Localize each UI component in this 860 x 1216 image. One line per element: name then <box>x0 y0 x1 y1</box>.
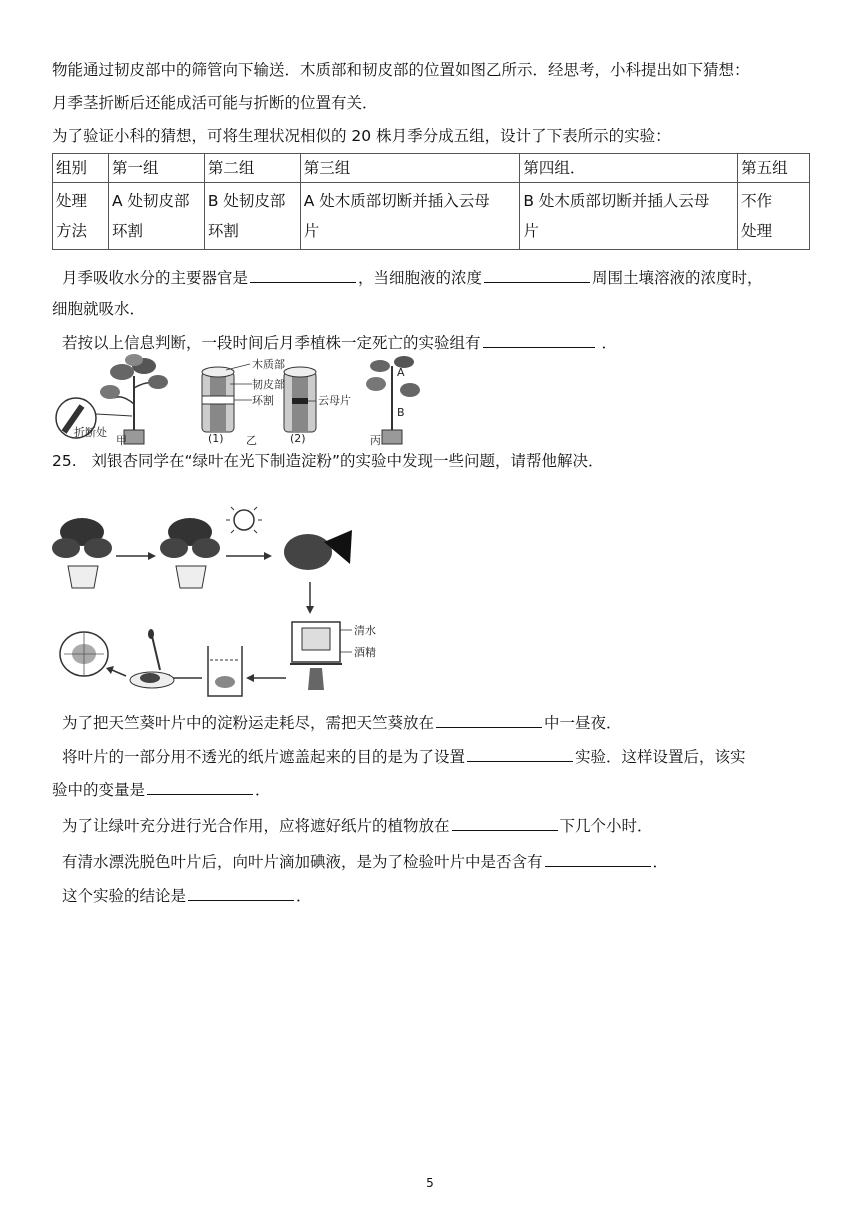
leaf-cover-illustration <box>284 530 352 570</box>
beaker-illustration <box>208 646 242 696</box>
question-25-line-6: 这个实验的结论是 ． <box>62 884 312 907</box>
plant-bing-illustration <box>366 356 420 444</box>
label-alcohol: 酒精 <box>354 646 376 659</box>
answer-blank[interactable] <box>436 711 542 728</box>
iodine-dish-illustration <box>130 629 174 688</box>
question-25-line-5: 有清水漂洗脱色叶片后，向叶片滴加碘液，是为了检验叶片中是否含有 ． <box>62 850 668 873</box>
stem-section-1-illustration <box>202 367 234 432</box>
answer-blank[interactable] <box>467 745 573 762</box>
caption-jia: 甲 <box>116 434 127 446</box>
question-25-line-2: 将叶片的一部分用不透光的纸片遮盖起来的目的是为了设置 实验．这样设置后，该实 <box>62 745 746 768</box>
label-point-b: B <box>397 406 405 419</box>
plant-light-illustration <box>160 518 220 588</box>
question-24-line-1: 月季吸收水分的主要器官是 ，当细胞液的浓度 周围土壤溶液的浓度时， <box>62 266 763 289</box>
table-header-cell: 第一组 <box>108 154 204 183</box>
label-ring-cut: 环割 <box>252 394 274 407</box>
label-xylem: 木质部 <box>252 358 285 371</box>
stem-figure <box>52 354 432 446</box>
table-header-cell: 第五组 <box>738 154 810 183</box>
table-header-cell: 第二组 <box>204 154 300 183</box>
answer-blank[interactable] <box>545 850 651 867</box>
plant-jia-illustration <box>56 354 168 444</box>
table-header-cell: 第三组 <box>300 154 520 183</box>
page-number: 5 <box>426 1176 434 1190</box>
question-24-line-3: 若按以上信息判断，一段时间后月季植株一定死亡的实验组有 ． <box>62 331 617 354</box>
table-row <box>53 183 810 250</box>
sun-icon <box>226 506 262 533</box>
label-water: 清水 <box>354 624 376 637</box>
question-25-line-1: 为了把天竺葵叶片中的淀粉运走耗尽，需把天竺葵放在 中一昼夜． <box>62 711 622 734</box>
table-header-cell: 组别 <box>53 154 109 183</box>
table-cell: B 处韧皮部 环割 <box>204 183 300 250</box>
caption-bing: 丙 <box>370 434 381 446</box>
label-point-a: A <box>397 366 405 379</box>
experiment-steps-figure <box>52 506 392 702</box>
stained-leaf-illustration <box>60 632 108 676</box>
answer-blank[interactable] <box>452 814 558 831</box>
intro-line-1: 物能通过韧皮部中的筛管向下输送．木质部和韧皮部的位置如图乙所示．经思考，小科提出如下猜想： <box>52 61 750 79</box>
answer-blank[interactable] <box>250 266 356 283</box>
label-phloem: 韧皮部 <box>252 378 285 391</box>
answer-blank[interactable] <box>484 266 590 283</box>
label-mica: 云母片 <box>318 394 351 407</box>
question-number: 25. <box>52 452 77 470</box>
label-section-2: (2) <box>290 432 306 445</box>
experiment-table <box>52 153 810 250</box>
stem-section-2-illustration <box>284 367 316 432</box>
label-break: 折断处 <box>74 426 107 439</box>
table-cell: A 处木质部切断并插入云母 片 <box>300 183 520 250</box>
plant-dark-illustration <box>52 518 112 588</box>
answer-blank[interactable] <box>188 884 294 901</box>
question-25-line-3: 验中的变量是 ． <box>52 778 271 801</box>
caption-yi: 乙 <box>246 434 257 446</box>
table-cell: 不作 处理 <box>738 183 810 250</box>
answer-blank[interactable] <box>483 331 595 348</box>
question-25-line-4: 为了让绿叶充分进行光合作用，应将遮好纸片的植物放在 下几个小时． <box>62 814 653 837</box>
question-25-title: 25. 刘银杏同学在“绿叶在光下制造淀粉”的实验中发现一些问题，请帮他解决． <box>52 452 604 470</box>
intro-line-3: 为了验证小科的猜想，可将生理状况相似的 20 株月季分成五组，设计了下表所示的实验： <box>52 127 671 145</box>
table-header-row <box>53 154 810 183</box>
table-cell: A 处韧皮部 环割 <box>108 183 204 250</box>
intro-line-2: 月季茎折断后还能成活可能与折断的位置有关． <box>52 94 378 112</box>
question-24-line-2: 细胞就吸水． <box>52 300 146 318</box>
table-header-cell: 第四组． <box>520 154 738 183</box>
table-row-label: 处理 方法 <box>53 183 109 250</box>
water-bath-illustration <box>290 622 342 690</box>
answer-blank[interactable] <box>147 778 253 795</box>
table-cell: B 处木质部切断并插人云母 片 <box>520 183 738 250</box>
label-section-1: (1) <box>208 432 224 445</box>
